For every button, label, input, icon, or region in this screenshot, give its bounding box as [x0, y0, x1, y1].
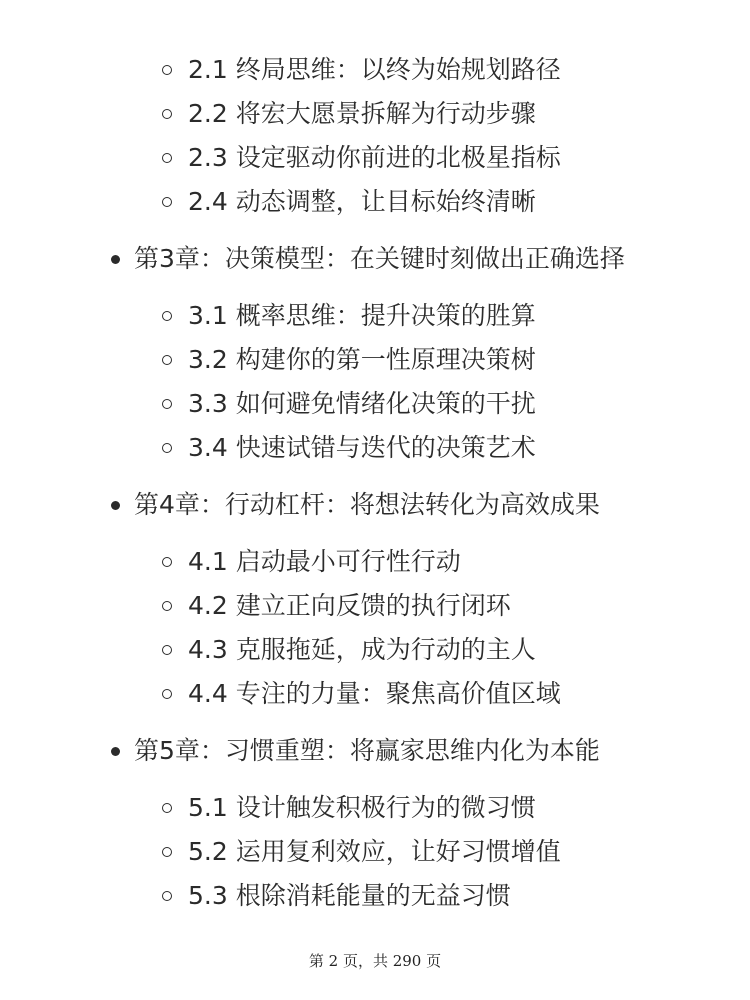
toc-chapter-3	[0, 237, 750, 281]
hollow-bullet-icon	[162, 399, 172, 409]
hollow-bullet-icon	[162, 891, 172, 901]
page-number-footer: 第 2 页，共 290 页	[308, 952, 442, 970]
hollow-bullet-icon	[162, 65, 172, 75]
filled-bullet-icon	[111, 501, 120, 510]
toc-section-4-2	[0, 584, 750, 628]
toc-chapter-5	[0, 729, 750, 773]
toc-section-label: 5.2 运用复利效应，让好习惯增值	[188, 837, 561, 866]
hollow-bullet-icon	[162, 847, 172, 857]
toc-section-label: 5.1 设计触发积极行为的微习惯	[188, 793, 536, 822]
hollow-bullet-icon	[162, 311, 172, 321]
hollow-bullet-icon	[162, 601, 172, 611]
toc-section-2-4	[0, 180, 750, 224]
toc-section-5-3	[0, 874, 750, 918]
hollow-bullet-icon	[162, 645, 172, 655]
toc-chapter-label: 第5章：习惯重塑：将赢家思维内化为本能	[134, 736, 600, 765]
toc-section-2-3	[0, 136, 750, 180]
toc-section-label: 4.1 启动最小可行性行动	[188, 547, 461, 576]
toc-section-label: 3.3 如何避免情绪化决策的干扰	[188, 389, 536, 418]
filled-bullet-icon	[111, 747, 120, 756]
toc-section-3-3	[0, 382, 750, 426]
hollow-bullet-icon	[162, 355, 172, 365]
toc-section-label: 3.4 快速试错与迭代的决策艺术	[188, 433, 536, 462]
filled-bullet-icon	[111, 255, 120, 264]
toc-section-2-1	[0, 48, 750, 92]
toc-section-3-1	[0, 294, 750, 338]
toc-chapter-label: 第3章：决策模型：在关键时刻做出正确选择	[134, 244, 625, 273]
toc-section-4-3	[0, 628, 750, 672]
toc-section-5-1	[0, 786, 750, 830]
toc-section-3-4	[0, 426, 750, 470]
hollow-bullet-icon	[162, 689, 172, 699]
toc-section-label: 2.1 终局思维：以终为始规划路径	[188, 55, 561, 84]
toc-section-5-2	[0, 830, 750, 874]
toc-section-2-2	[0, 92, 750, 136]
toc-chapter-4	[0, 483, 750, 527]
hollow-bullet-icon	[162, 197, 172, 207]
toc-section-label: 2.4 动态调整，让目标始终清晰	[188, 187, 536, 216]
toc-section-label: 4.2 建立正向反馈的执行闭环	[188, 591, 511, 620]
hollow-bullet-icon	[162, 153, 172, 163]
toc-section-label: 3.2 构建你的第一性原理决策树	[188, 345, 536, 374]
toc-section-3-2	[0, 338, 750, 382]
toc-section-label: 5.3 根除消耗能量的无益习惯	[188, 881, 511, 910]
toc-section-label: 2.2 将宏大愿景拆解为行动步骤	[188, 99, 536, 128]
toc-section-label: 3.1 概率思维：提升决策的胜算	[188, 301, 536, 330]
toc-section-4-1	[0, 540, 750, 584]
hollow-bullet-icon	[162, 443, 172, 453]
toc-section-label: 4.3 克服拖延，成为行动的主人	[188, 635, 536, 664]
table-of-contents	[0, 48, 750, 918]
toc-chapter-label: 第4章：行动杠杆：将想法转化为高效成果	[134, 490, 600, 519]
hollow-bullet-icon	[162, 803, 172, 813]
hollow-bullet-icon	[162, 109, 172, 119]
toc-section-4-4	[0, 672, 750, 716]
toc-section-label: 2.3 设定驱动你前进的北极星指标	[188, 143, 561, 172]
toc-section-label: 4.4 专注的力量：聚焦高价值区域	[188, 679, 561, 708]
hollow-bullet-icon	[162, 557, 172, 567]
